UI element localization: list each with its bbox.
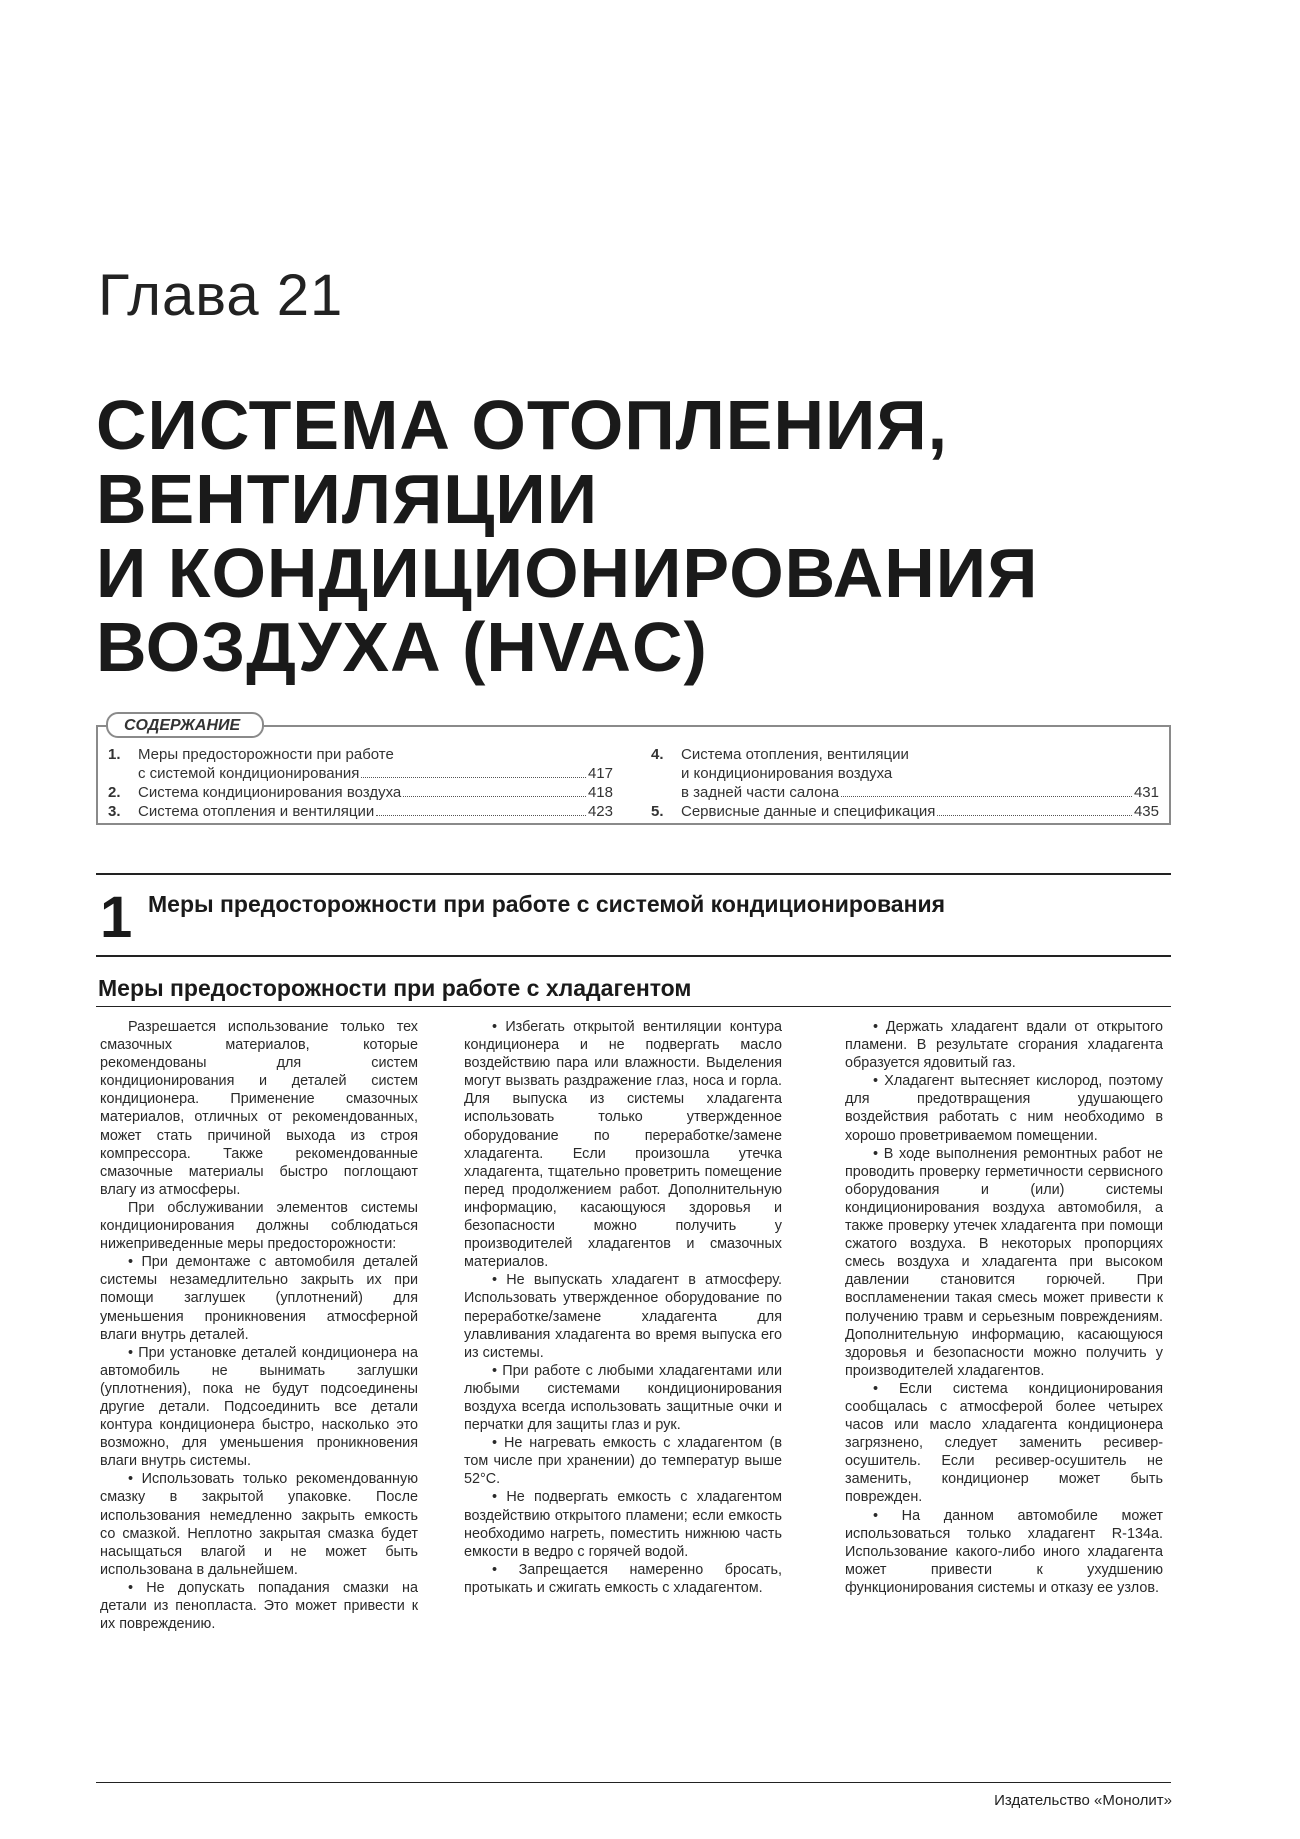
- toc-entry-body: [138, 783, 613, 802]
- toc-entry-number: 2.: [108, 784, 121, 801]
- toc-entry-text: Система отопления, вентиляции: [681, 746, 909, 763]
- text-column-3: [845, 1018, 1163, 1597]
- toc-entry-body: [138, 802, 613, 821]
- paragraph: • Хладагент вытесняет кислород, поэтому для предотвращения удушающего воздействия работать с ним необходимо в хорошо проветриваемом помещении.: [845, 1073, 1163, 1144]
- toc-entry-number: 1.: [108, 746, 121, 763]
- section-rule-top: [96, 873, 1171, 875]
- section-title: Меры предосторожности при работе с системой кондиционирования: [148, 891, 946, 917]
- section-number: 1: [100, 885, 133, 950]
- paragraph: При обслуживании элементов системы кондиционирования должны соблюдаться нижеприведенные меры предосторожности:: [100, 1199, 418, 1253]
- toc-page-number: 435: [1133, 803, 1159, 820]
- text-column-2: [464, 1018, 782, 1597]
- toc-entry-number: 5.: [651, 803, 664, 820]
- toc-entry-body: [138, 745, 613, 783]
- toc-column-right: [651, 745, 1159, 821]
- chapter-title-line: ВОЗДУХА (HVAC): [96, 608, 708, 686]
- table-of-contents: [96, 717, 1171, 825]
- toc-page-number: 418: [587, 784, 613, 801]
- paragraph: • Запрещается намеренно бросать, протыкать и сжигать емкость с хладагентом.: [464, 1561, 782, 1596]
- toc-entry: [108, 802, 613, 821]
- toc-leader-dots: [361, 777, 586, 778]
- toc-page-number: 423: [587, 803, 613, 820]
- paragraph: • При демонтаже с автомобиля деталей системы незамедлительно закрыть их при помощи заглушек (уплотнений) для уменьшения проникновения атмосферной влаги внутрь деталей.: [100, 1254, 418, 1343]
- toc-entry-number: 3.: [108, 803, 121, 820]
- paragraph: • Если система кондиционирования сообщалась с атмосферой более четырех часов или масло хладагента кондиционера загрязнено, следует заменить ресивер-осушитель. Если ресивер-осушитель не заменить, кондиционер может быть поврежден.: [845, 1380, 1163, 1506]
- chapter-title-line: СИСТЕМА ОТОПЛЕНИЯ,: [96, 386, 949, 464]
- toc-entry-text: в задней части салона: [681, 784, 840, 801]
- chapter-title-line: ВЕНТИЛЯЦИИ: [96, 460, 599, 538]
- toc-entry-line: [681, 783, 1159, 802]
- paragraph: • Не подвергать емкость с хладагентом воздействию открытого пламени; если емкость необходимо нагреть, поместить нижнюю часть емкости в ведро с горячей водой.: [464, 1489, 782, 1560]
- toc-entry: [651, 802, 1159, 821]
- toc-entry-line: [138, 764, 613, 783]
- toc-entry: [108, 783, 613, 802]
- subsection-title: Меры предосторожности при работе с хладагентом: [98, 975, 692, 1001]
- toc-entry-text: Система отопления и вентиляции: [138, 803, 375, 820]
- toc-entry-text: Сервисные данные и спецификация: [681, 803, 936, 820]
- text-column-1: [100, 1018, 418, 1633]
- toc-entry: [651, 745, 1159, 802]
- toc-entry-text: Меры предосторожности при работе: [138, 746, 394, 763]
- paragraph: • При работе с любыми хладагентами или любыми системами кондиционирования воздуха всегда использовать защитные очки и перчатки для защиты глаз и рук.: [464, 1362, 782, 1434]
- toc-leader-dots: [841, 796, 1132, 797]
- footer-rule: [96, 1782, 1171, 1783]
- paragraph: • Держать хладагент вдали от открытого пламени. В результате сгорания хладагента образуется ядовитый газ.: [845, 1019, 1163, 1072]
- toc-entry: [108, 745, 613, 783]
- publisher-credit: Издательство «Монолит»: [994, 1792, 1172, 1809]
- toc-leader-dots: [937, 815, 1132, 816]
- toc-entry-line: [138, 783, 613, 802]
- toc-heading: СОДЕРЖАНИЕ: [106, 712, 264, 738]
- toc-entry-body: [681, 802, 1159, 821]
- paragraph: • Не выпускать хладагент в атмосферу. Использовать утвержденное оборудование по переработке/замене хладагента для улавливания хладагента во время выпуска его из системы.: [464, 1272, 782, 1361]
- chapter-title: [96, 388, 1196, 684]
- paragraph: • Использовать только рекомендованную смазку в закрытой упаковке. После использования немедленно закрыть емкость со смазкой. Неплотно закрытая смазка будет насыщаться влагой и не может быть использована в дальнейшем.: [100, 1471, 418, 1578]
- toc-entry-number: 4.: [651, 746, 664, 763]
- toc-entry-text: и кондиционирования воздуха: [681, 765, 893, 782]
- toc-leader-dots: [376, 815, 586, 816]
- paragraph: • Не допускать попадания смазки на детали из пенопласта. Это может привести к их повреждению.: [100, 1579, 418, 1633]
- toc-entry-text: с системой кондиционирования: [138, 765, 360, 782]
- toc-leader-dots: [403, 796, 586, 797]
- toc-entry-text: Система кондиционирования воздуха: [138, 784, 402, 801]
- toc-entry-line: [681, 802, 1159, 821]
- chapter-label: Глава 21: [98, 263, 344, 328]
- chapter-title-line: И КОНДИЦИОНИРОВАНИЯ: [96, 534, 1039, 612]
- toc-entry-body: [681, 745, 1159, 802]
- paragraph: • На данном автомобиле может использоваться только хладагент R-134a. Использование какого-либо иного хладагента может привести к ухудшению функционирования системы и отказу ее узлов.: [845, 1507, 1163, 1596]
- toc-entry-line: [138, 802, 613, 821]
- toc-column-left: [108, 745, 613, 821]
- paragraph: • При установке деталей кондиционера на автомобиль не вынимать заглушки (уплотнения), пока не будут подсоединены другие детали. Подсоединить все детали контура кондиционера быстро, насколько это возможно, для уменьшения проникновения влаги внутрь системы.: [100, 1344, 418, 1470]
- paragraph: • В ходе выполнения ремонтных работ не проводить проверку герметичности сервисного оборудования и (или) системы кондиционирования воздуха автомобиля, а также проверку утечек хладагента при помощи сжатого воздуха. В некоторых пропорциях смесь воздуха и хладагента при высоком давлении становится горючей. При воспламенении такая смесь может привести к получению травм и серьезным повреждениям. Дополнительную информацию, касающуюся здоровья и безопасности можно получить у производителей хладагентов.: [845, 1145, 1163, 1379]
- section-rule-bottom: [96, 955, 1171, 957]
- paragraph: Разрешается использование только тех смазочных материалов, которые рекомендованы для систем кондиционирования и деталей систем кондиционера. Применение смазочных материалов, отличных от рекомендованных, может стать причиной выхода из строя компрессора. Также рекомендованные смазочные материалы быстро поглощают влагу из атмосферы.: [100, 1019, 418, 1198]
- paragraph: • Избегать открытой вентиляции контура кондиционера и не подвергать масло воздействию пара или влажности. Выделения могут вызвать раздражение глаз, носа и горла. Для выпуска из системы хладагента использовать только утвержденное оборудование по переработке/замене хладагента. Если произошла утечка хладагента, тщательно проветрить помещение перед продолжением работ. Дополнительную информацию, касающуюся здоровья и безопасности можно получить у производителей хладагентов и смазочных материалов.: [464, 1019, 782, 1271]
- toc-page-number: 417: [587, 765, 613, 782]
- paragraph: • Не нагревать емкость с хладагентом (в том числе при хранении) до температур выше 52°C.: [464, 1435, 782, 1488]
- subsection-rule: [96, 1006, 1171, 1007]
- toc-page-number: 431: [1133, 784, 1159, 801]
